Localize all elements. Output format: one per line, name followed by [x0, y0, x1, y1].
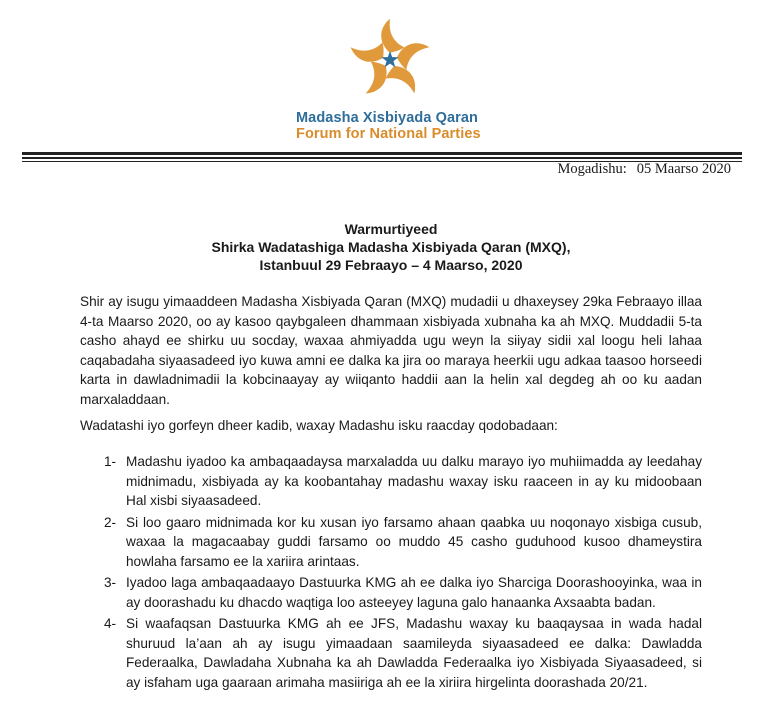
list-item	[80, 614, 702, 692]
item-number: 4-	[104, 616, 117, 631]
header-rule-thick	[22, 152, 742, 155]
org-name-english: Forum for National Parties	[296, 126, 481, 142]
list-item	[80, 573, 702, 612]
item-text: Iyadoo laga ambaqaadaayo Dastuurka KMG ah ee dalka iyo Sharciga Doorashooyinka, waa in ay doorashadu ku dhacdo waqtiga loo asteeyey laguna galo hanaanka Axsaabta badan.	[126, 575, 702, 610]
item-text: Si loo gaaro midnimada kor ku xusan iyo farsamo ahaan qaabka uu noqonayo xisbiga cusub, waxaa la magacaabay guddi farsamo oo muddo 45 casho guduhood kusoo dhameystira howlaha farsamo ee la xariira arintaas.	[126, 514, 702, 569]
list-item	[80, 513, 702, 572]
heading-title: Warmurtiyeed	[344, 221, 438, 237]
item-text: Si waafaqsan Dastuurka KMG ah ee JFS, Madashu waxay ku baaqaysaa in wada hadal shuruud la’aan ah ay isugu yimaadaan saamileyda siyaasadeed ee dalka: Dawladda Federaalka, Dawladaha Xubnaha ka ah Dawladda Federaalka iyo Xisbiyada Siyaasadeed, si ay isfaham uga gaaraan arimaha masiiriga ah ee la xiriira hirgelinta doorashada 20/21.	[126, 616, 702, 690]
agreement-lead-paragraph: Wadatashi iyo gorfeyn dheer kadib, waxay Madashu isku raacday qodobadaan:	[80, 418, 558, 433]
heading-place-dates: Istanbuul 29 Febraayo – 4 Maarso, 2020	[259, 257, 523, 273]
list-item	[80, 452, 702, 511]
item-number: 1-	[104, 454, 117, 469]
center-star	[381, 51, 398, 67]
item-number: 3-	[104, 575, 117, 590]
document-heading	[80, 220, 702, 274]
org-name-somali: Madasha Xisbiyada Qaran	[296, 110, 479, 126]
heading-subtitle: Shirka Wadatashiga Madasha Xisbiyada Qaran (MXQ),	[211, 239, 571, 255]
letterhead-logo	[290, 14, 490, 106]
item-text: Madashu iyadoo ka ambaqaadaysa marxaladda uu dalku marayo iyo muhiimadda ay leedahay midnimadu, xisbiyada ay ka koobantahay madashu waxay isku raaceen in ay ku midoobaan Hal xisbi siyaasadeed.	[126, 454, 702, 508]
dateline	[557, 161, 731, 178]
dateline-date: 05 Maarso 2020	[636, 161, 731, 177]
dateline-place: Mogadishu:	[557, 161, 627, 177]
intro-paragraph: Shir ay isugu yimaaddeen Madasha Xisbiyada Qaran (MXQ) mudadii u dhaxeysey 29ka Febraayo illaa 4-ta Maarso 2020, oo ay kasoo qaybgaleen dhammaan xisbiyada xubnaha ka ah MXQ. Muddadii 5-ta casho ahayd ee shirku uu socday, waxaa ahmiyadda ugu weyn la siiyay sidii xal loogu heli lahaa caqabadaha siyaasadeed iyo kuwa amni ee dalka ka jira oo maraya heerkii ugu adkaa taasoo horseedi karta in dawladnimadii la kobcinaayay ay wiiqanto haddii aan la helin xal degdeg ah oo ku aadan marxaladdaan.	[80, 294, 702, 407]
star-emblem-icon	[345, 14, 435, 106]
header-rule-middle	[22, 157, 742, 159]
resolutions-list	[80, 452, 702, 694]
item-number: 2-	[104, 514, 117, 530]
